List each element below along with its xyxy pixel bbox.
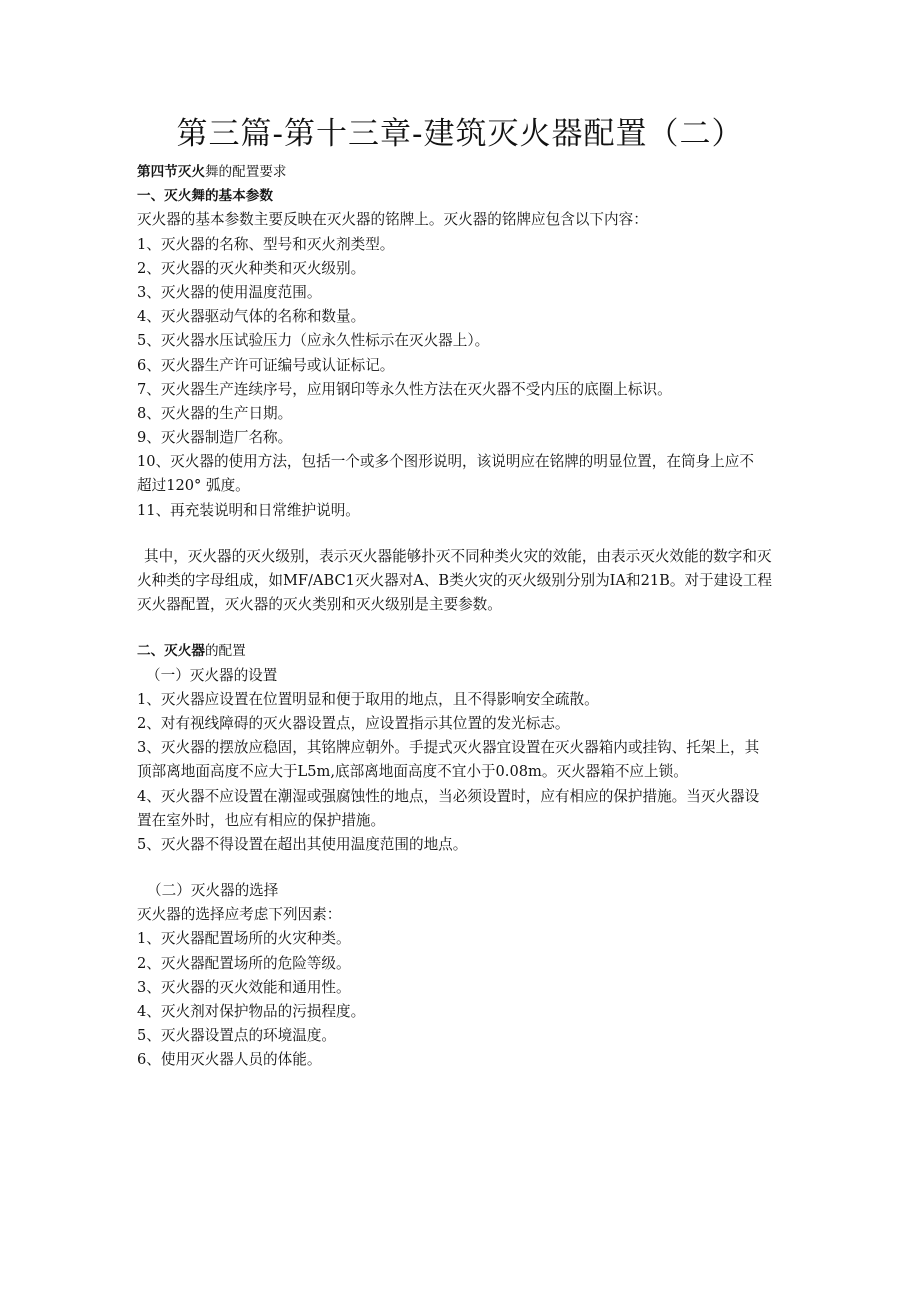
- spacer: [137, 857, 797, 879]
- list-item: 6、灭火器生产许可证编号或认证标记。: [137, 356, 395, 374]
- part2-heading-bold: 二、灭火器: [137, 643, 205, 660]
- spacer: [137, 617, 797, 639]
- subsection-heading: （一）灭火器的设置: [146, 666, 278, 684]
- section-heading-bold: 第四节灭火: [137, 164, 205, 180]
- list-item: 8、灭火器的生产日期。: [137, 404, 293, 422]
- list-item: 2、灭火器配置场所的危险等级。: [137, 954, 351, 972]
- list-item: 9、灭火器制造厂名称。: [137, 429, 293, 447]
- list-item: 11、再充装说明和日常维护说明。: [137, 501, 360, 519]
- list-item: 3、灭火器的摆放应稳固，其铭牌应朝外。手提式灭火器宜设置在灭火器箱内或挂钩、托架上，其: [137, 739, 760, 757]
- list-item: 5、灭火器水压试验压力（应永久性标示在灭火器上）。: [137, 332, 490, 350]
- list-item: 4、灭火器驱动气体的名称和数量。: [137, 308, 366, 326]
- spacer: [137, 523, 797, 545]
- list-item: 6、使用灭火器人员的体能。: [137, 1051, 322, 1069]
- page-title: 第三篇-第十三章-建筑灭火器配置（二）: [176, 116, 744, 152]
- paragraph-line: 火种类的字母组成，如MF/ABC1灭火器对A、B类火灾的灭火级别分别为IA和21B。对于建设工程: [137, 572, 773, 589]
- list-item: 5、灭火器不得设置在超出其使用温度范围的地点。: [137, 835, 468, 853]
- list-item: 1、灭火器应设置在位置明显和便于取用的地点，且不得影响安全疏散。: [137, 690, 599, 708]
- document-body: [137, 160, 797, 1073]
- list-item: 1、灭火器的名称、型号和灭火剂类型。: [137, 235, 395, 253]
- list-item-continuation: 置在室外时，也应有相应的保护措施。: [137, 811, 386, 829]
- part1-heading: 一、灭火舞的基本参数: [137, 188, 273, 205]
- list-item: 10、灭火器的使用方法，包括一个或多个图形说明，该说明应在铭牌的明显位置，在筒身上应不: [137, 453, 754, 471]
- list-item-continuation: 超过120° 弧度。: [137, 477, 250, 495]
- subsection-intro: 灭火器的选择应考虑下列因素：: [137, 906, 342, 924]
- paragraph-line: 灭火器配置，灭火器的灭火类别和灭火级别是主要参数。: [137, 596, 502, 614]
- section-heading: [137, 160, 797, 184]
- list-item-continuation: 顶部离地面高度不应大于L5m,底部离地面高度不宜小于0.08m。灭火器箱不应上锁。: [137, 763, 688, 781]
- list-item: 2、灭火器的灭火种类和灭火级别。: [137, 259, 366, 277]
- list-item: 1、灭火器配置场所的火灾种类。: [137, 930, 351, 948]
- paragraph-line: 其中，灭火器的灭火级别，表示灭火器能够扑灭不同种类火灾的效能，由表示灭火效能的数字和灭: [144, 547, 772, 565]
- list-item: 2、对有视线障碍的灭火器设置点，应设置指示其位置的发光标志。: [137, 714, 570, 732]
- part1-intro: 灭火器的基本参数主要反映在灭火器的铭牌上。灭火器的铭牌应包含以下内容：: [137, 211, 648, 229]
- part2-heading: [137, 639, 797, 663]
- list-item: 7、灭火器生产连续序号，应用钢印等永久性方法在灭火器不受内压的底圈上标识。: [137, 380, 672, 398]
- list-item: 4、灭火器不应设置在潮湿或强腐蚀性的地点，当必须设置时，应有相应的保护措施。当灭火器设: [137, 787, 760, 805]
- subsection-heading: （二）灭火器的选择: [147, 882, 279, 900]
- list-item: 4、灭火剂对保护物品的污损程度。: [137, 1003, 366, 1020]
- part2-heading-tail: 的配置: [204, 643, 246, 660]
- section-heading-tail: 舞的配置要求: [204, 164, 287, 180]
- list-item: 3、灭火器的灭火效能和通用性。: [137, 978, 351, 996]
- list-item: 3、灭火器的使用温度范围。: [137, 283, 322, 301]
- list-item: 5、灭火器设置点的环境温度。: [137, 1027, 337, 1045]
